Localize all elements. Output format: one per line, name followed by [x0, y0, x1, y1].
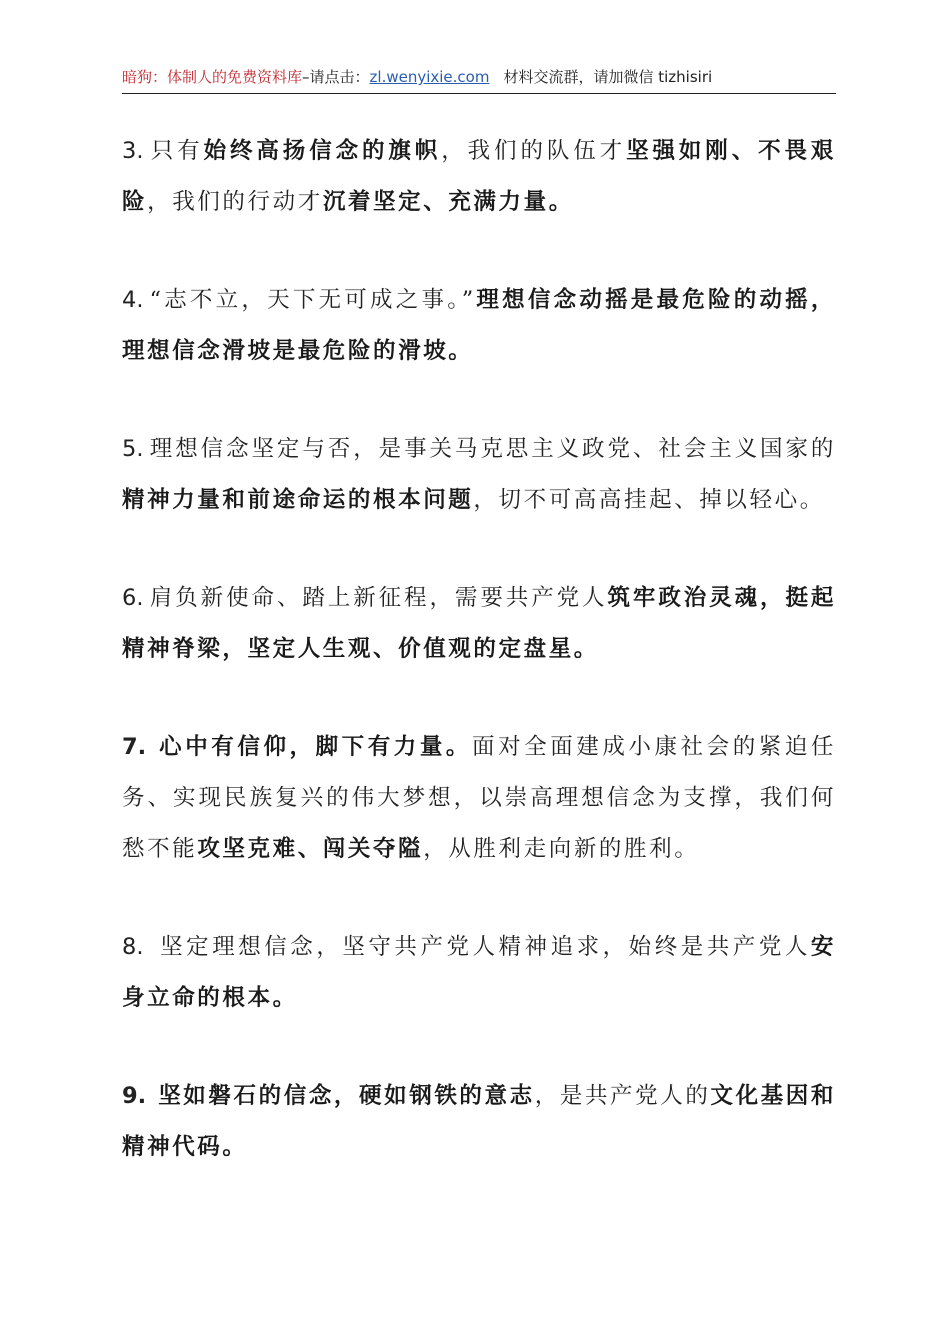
body-text: ，切不可高高挂起、掉以轻心。 [473, 487, 825, 513]
header-title: 暗狗：体制人的免费资料库 [122, 68, 303, 86]
header-contact: 材料交流群，请加微信 tizhisiri [503, 68, 713, 86]
emphasis-text: 坚强如刚、不畏艰险 [122, 138, 837, 215]
body-text: 只有 [149, 138, 204, 164]
emphasis-text: 安身立命的根本。 [122, 934, 836, 1011]
emphasis-text: 坚如磐石的信念，硬如钢铁的意志 [158, 1083, 535, 1109]
body-text: “志不立，天下无可成之事。” [149, 287, 476, 313]
body-text: 面对全面建成小康社会的紧迫任务、实现民族复兴的伟大梦想，以崇高理想信念为支撑，我们何愁不能 [122, 734, 836, 862]
body-text: 肩负新使命、踏上新征程，需要共产党人 [149, 585, 608, 611]
header-connector: –请点击： [302, 68, 370, 86]
paragraph-9 [122, 1071, 836, 1173]
paragraph-number: 7. [122, 734, 147, 760]
emphasis-text: 心中有信仰，脚下有力量。 [158, 734, 472, 760]
body-text: ，我们的队伍才 [441, 138, 627, 164]
paragraph-number: 8. [122, 934, 144, 960]
paragraph-3 [122, 126, 836, 228]
emphasis-text: 沉着坚定、充满力量。 [322, 189, 574, 215]
document-body [122, 126, 836, 1220]
paragraph-number: 5. [122, 436, 144, 462]
page-header [122, 66, 836, 94]
paragraph-7 [122, 722, 836, 875]
body-text: ，我们的行动才 [147, 189, 323, 215]
paragraph-5 [122, 424, 836, 526]
emphasis-text: 理想信念动摇是最危险的动摇，理想信念滑坡是最危险的滑坡。 [122, 287, 836, 364]
body-text: ，从胜利走向新的胜利。 [423, 836, 700, 862]
header-link[interactable]: zl.wenyixie.com [369, 68, 490, 86]
paragraph-number: 9. [122, 1083, 147, 1109]
paragraph-4 [122, 275, 836, 377]
emphasis-text: 攻坚克难、闯关夺隘 [197, 836, 424, 862]
paragraph-number: 3. [122, 138, 144, 164]
paragraph-number: 4. [122, 287, 144, 313]
emphasis-text: 文化基因和精神代码。 [122, 1083, 836, 1160]
paragraph-6 [122, 573, 836, 675]
header-divider [122, 93, 836, 94]
body-text: 坚定理想信念，坚守共产党人精神追求，始终是共产党人 [149, 934, 811, 960]
emphasis-text: 精神力量和前途命运的根本问题 [122, 487, 474, 513]
body-text: 理想信念坚定与否，是事关马克思主义政党、社会主义国家的 [149, 436, 836, 462]
paragraph-8 [122, 922, 836, 1024]
paragraph-number: 6. [122, 585, 144, 611]
body-text: ，是共产党人的 [534, 1083, 711, 1109]
emphasis-text: 始终高扬信念的旗帜 [203, 138, 442, 164]
emphasis-text: 筑牢政治灵魂，挺起精神脊梁，坚定人生观、价值观的定盘星。 [122, 585, 836, 662]
